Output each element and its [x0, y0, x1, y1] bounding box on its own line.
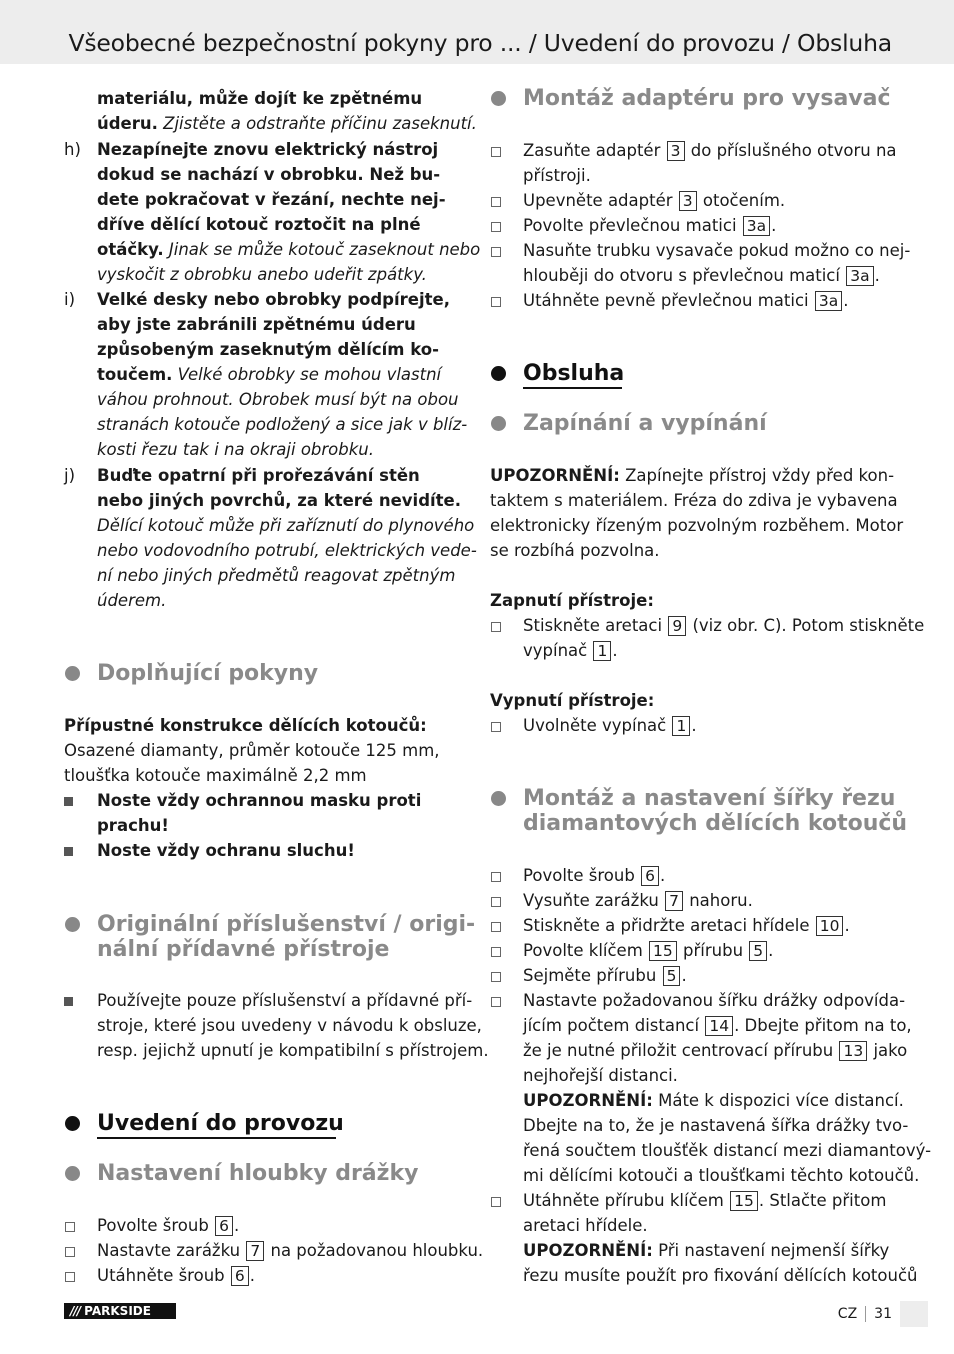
- heading-zapinani: Zapínání a vypínání: [523, 411, 767, 436]
- montaz-step-7: [523, 1188, 886, 1213]
- adapter-step-2-end: otočením.: [702, 191, 786, 210]
- section-bullet-icon: [65, 917, 80, 932]
- heading-obsluha: Obsluha: [523, 361, 625, 386]
- heading-original-line-2: nální přídavné přístroje: [97, 937, 390, 962]
- checkbox-bullet-icon: [491, 1197, 501, 1207]
- montaz-step-3: [523, 913, 850, 938]
- checkbox-bullet-icon: [491, 297, 501, 307]
- square-bullet-icon: [64, 997, 73, 1006]
- montaz-step-6-line-2: [523, 1013, 912, 1038]
- square-bullet-icon: [64, 797, 73, 806]
- ref-box: 10: [816, 916, 844, 936]
- section-bullet-icon: [491, 416, 506, 431]
- item-h-line-3: dete pokračovat v řezání, nechte nej-: [97, 190, 446, 209]
- doplnujici-bullet-2: Noste vždy ochranu sluchu!: [97, 841, 355, 860]
- parkside-logo: [64, 1303, 176, 1319]
- doplnujici-bullet-1-line-1: Noste vždy ochrannou masku proti: [97, 791, 422, 810]
- page-header: [0, 0, 954, 64]
- section-bullet-icon: [65, 1116, 80, 1131]
- montaz-step-4-end: .: [768, 941, 774, 960]
- montaz-step-4: [523, 938, 773, 963]
- adapter-step-5-end: .: [843, 291, 849, 310]
- heading-original-line-1: Originální příslušenství / origi-: [97, 912, 476, 937]
- item-i-line-3: způsobeným zaseknutým dělícím ko-: [97, 340, 439, 359]
- zapinani-warning-line-1: [490, 463, 894, 488]
- ref-box: 1: [672, 716, 690, 736]
- checkbox-bullet-icon: [491, 622, 501, 632]
- montaz-step-1-text: Povolte šroub: [523, 866, 635, 885]
- intro-line-2-italic: Zjistěte a odstraňte příčinu zaseknutí.: [163, 114, 477, 133]
- section-bullet-icon: [65, 1166, 80, 1181]
- item-i-line-5: váhou prohnout. Obrobek musí být na obou: [97, 390, 459, 409]
- montaz-step-4-text: Povolte klíčem: [523, 941, 643, 960]
- montaz-note-1-text: Máte k dispozici více distancí.: [658, 1091, 904, 1110]
- adapter-step-3-end: .: [771, 216, 777, 235]
- hloubka-step-3-text: Utáhněte šroub: [97, 1266, 225, 1285]
- item-i-label: i): [64, 290, 76, 309]
- montaz-note-2-text: Při nastavení nejmenší šířky: [658, 1241, 890, 1260]
- checkbox-bullet-icon: [491, 922, 501, 932]
- ref-box: 7: [246, 1241, 264, 1261]
- montaz-step-6-line-4: nejhořejší distanci.: [523, 1066, 678, 1085]
- vypnuti-step-text: Uvolněte vypínač: [523, 716, 667, 735]
- adapter-step-1-end: do příslušného otvoru na: [690, 141, 897, 160]
- vypnuti-step-end: .: [691, 716, 697, 735]
- hloubka-step-1: [97, 1213, 239, 1238]
- ref-box: 5: [749, 941, 767, 961]
- ref-box: 6: [231, 1266, 249, 1286]
- logo-slashes-icon: ///: [70, 1304, 81, 1318]
- montaz-note-1-line-4: mi dělícími kotouči a tloušťkami těchto kotoučů.: [523, 1166, 920, 1185]
- montaz-step-6-middle: . Dbejte přitom na to,: [734, 1016, 912, 1035]
- ref-box: 15: [730, 1191, 758, 1211]
- intro-line-2: [97, 111, 477, 136]
- item-j-line-6: úderem.: [97, 591, 167, 610]
- logo-text: PARKSIDE: [84, 1304, 151, 1318]
- checkbox-bullet-icon: [65, 1247, 75, 1257]
- item-i-line-6: stranách kotouče podložený a sice jak v blíz-: [97, 415, 468, 434]
- original-line-3: resp. jejichž upnutí je kompatibilní s přístrojem.: [97, 1041, 489, 1060]
- adapter-step-4-line-2: [523, 263, 880, 288]
- item-h-line-5-bold: otáčky.: [97, 240, 164, 259]
- ref-box: 6: [215, 1216, 233, 1236]
- hloubka-step-2-text: Nastavte zarážku: [97, 1241, 241, 1260]
- montaz-step-2-end: nahoru.: [689, 891, 753, 910]
- ref-box: 13: [839, 1041, 867, 1061]
- montaz-step-7-text: Utáhněte přírubu klíčem: [523, 1191, 724, 1210]
- zapnuti-title: Zapnutí přístroje:: [490, 591, 654, 610]
- warning-label: UPOZORNĚNÍ:: [523, 1091, 653, 1110]
- checkbox-bullet-icon: [491, 722, 501, 732]
- item-j-line-4: nebo vodovodního potrubí, elektrických vede-: [97, 541, 477, 560]
- ref-box: 3: [667, 141, 685, 161]
- hloubka-step-3-end: .: [249, 1266, 256, 1285]
- heading-uvedeni: Uvedení do provozu: [97, 1111, 344, 1136]
- adapter-step-1-text: Zasuňte adaptér: [523, 141, 661, 160]
- item-i-line-1: Velké desky nebo obrobky podpírejte,: [97, 290, 450, 309]
- montaz-note-1-line-3: řená součtem tloušťěk distancí mezi diamantový-: [523, 1141, 932, 1160]
- montaz-step-6-text: jícím počtem distancí: [523, 1016, 700, 1035]
- zapinani-warning-line-3: elektronicky řízeným pozvolným rozběhem. Motor: [490, 516, 904, 535]
- zapnuti-step-middle: (viz obr. C). Potom stiskněte: [692, 616, 925, 635]
- item-h-line-6: vyskočit z obrobku anebo udeřit zpátky.: [97, 265, 427, 284]
- montaz-step-1-end: .: [659, 866, 666, 885]
- montaz-note-1-line-1: [523, 1088, 904, 1113]
- montaz-step-2: [523, 888, 753, 913]
- adapter-step-4-text: hlouběji do otvoru s převlečnou maticí: [523, 266, 840, 285]
- montaz-step-4-middle: přírubu: [683, 941, 744, 960]
- montaz-step-6-text-2: že je nutné přiložit centrovací přírubu: [523, 1041, 834, 1060]
- hloubka-step-2: [97, 1238, 483, 1263]
- checkbox-bullet-icon: [491, 897, 501, 907]
- warning-label: UPOZORNĚNÍ:: [523, 1241, 653, 1260]
- montaz-step-7-end: . Stlačte přitom: [758, 1191, 887, 1210]
- zapinani-warning-text: Zapínejte přístroj vždy před kon-: [625, 466, 895, 485]
- montaz-note-1-line-2: Dbejte na to, že je nastavená šířka drážky tvo-: [523, 1116, 909, 1135]
- section-bullet-icon: [65, 666, 80, 681]
- item-h-line-2: dokud se nachází v obrobku. Než bu-: [97, 165, 441, 184]
- checkbox-bullet-icon: [491, 222, 501, 232]
- item-j-line-1: Buďte opatrní při prořezávání stěn: [97, 466, 420, 485]
- montaz-step-6-end: jako: [873, 1041, 908, 1060]
- item-j-line-3: Dělící kotouč může při zaříznutí do plynového: [97, 516, 475, 535]
- heading-montaz-line-1: Montáž a nastavení šířky řezu: [523, 786, 896, 811]
- warning-label: UPOZORNĚNÍ:: [490, 466, 620, 485]
- ref-box: 3: [679, 191, 697, 211]
- section-bullet-icon: [491, 91, 506, 106]
- zapnuti-step-end: .: [612, 641, 618, 660]
- checkbox-bullet-icon: [65, 1222, 75, 1232]
- montaz-step-2-text: Vysuňte zarážku: [523, 891, 659, 910]
- item-h-line-1: Nezapínejte znovu elektrický nástroj: [97, 140, 439, 159]
- montaz-step-5: [523, 963, 687, 988]
- adapter-step-4-line-1: Nasuňte trubku vysavače pokud možno co nej-: [523, 241, 911, 260]
- adapter-step-3: [523, 213, 776, 238]
- footer-divider: [865, 1306, 866, 1322]
- zapnuti-step-line-1: [523, 613, 924, 638]
- heading-montaz-line-2: diamantových dělících kotoučů: [523, 811, 908, 836]
- heading-underline: [523, 387, 622, 389]
- checkbox-bullet-icon: [65, 1272, 75, 1282]
- zapinani-warning-line-4: se rozbíhá pozvolna.: [490, 541, 660, 560]
- footer-language: CZ: [837, 1306, 858, 1322]
- ref-box: 1: [593, 641, 611, 661]
- ref-box: 5: [663, 966, 681, 986]
- heading-underline: [97, 1137, 336, 1139]
- ref-box: 9: [668, 616, 686, 636]
- ref-box: 3a: [815, 291, 842, 311]
- footer-tab: [900, 1301, 928, 1327]
- checkbox-bullet-icon: [491, 197, 501, 207]
- doplnujici-line-1: Osazené diamanty, průměr kotouče 125 mm,: [64, 741, 440, 760]
- item-h-label: h): [64, 140, 81, 159]
- montaz-note-2-line-1: [523, 1238, 889, 1263]
- adapter-step-1: [523, 138, 897, 163]
- item-h-line-5-italic: Jinak se může kotouč zaseknout nebo: [168, 240, 481, 259]
- item-j-line-5: ní nebo jiných předmětů reagovat zpětným: [97, 566, 456, 585]
- zapnuti-step-switch: vypínač: [523, 641, 588, 660]
- checkbox-bullet-icon: [491, 947, 501, 957]
- ref-box: 3a: [846, 266, 873, 286]
- ref-box: 15: [649, 941, 677, 961]
- item-h-line-5: [97, 237, 480, 262]
- ref-box: 7: [665, 891, 683, 911]
- adapter-step-4-end: .: [874, 266, 880, 285]
- checkbox-bullet-icon: [491, 247, 501, 257]
- doplnujici-subtitle: Přípustné konstrukce dělících kotoučů:: [64, 716, 427, 735]
- ref-box: 3a: [743, 216, 770, 236]
- heading-adapter: Montáž adaptéru pro vysavač: [523, 86, 891, 111]
- hloubka-step-1-end: .: [233, 1216, 240, 1235]
- zapnuti-step-text: Stiskněte aretaci: [523, 616, 663, 635]
- adapter-step-5: [523, 288, 848, 313]
- adapter-step-2: [523, 188, 785, 213]
- montaz-step-6-line-1: Nastavte požadovanou šířku drážky odpovída-: [523, 991, 906, 1010]
- section-bullet-icon: [491, 366, 506, 381]
- montaz-step-1: [523, 863, 665, 888]
- doplnujici-line-2: tloušťka kotouče maximálně 2,2 mm: [64, 766, 367, 785]
- montaz-step-3-end: .: [844, 916, 850, 935]
- checkbox-bullet-icon: [491, 872, 501, 882]
- checkbox-bullet-icon: [491, 972, 501, 982]
- doplnujici-bullet-1-line-2: prachu!: [97, 816, 169, 835]
- item-h-line-4: dříve dělící kotouč roztočit na plné: [97, 215, 421, 234]
- adapter-step-1-line-2: přístroji.: [523, 166, 591, 185]
- square-bullet-icon: [64, 847, 73, 856]
- intro-line-1: materiálu, může dojít ke zpětnému: [97, 89, 423, 108]
- hloubka-step-2-end: na požadovanou hloubku.: [270, 1241, 484, 1260]
- item-i-line-4: [97, 362, 441, 387]
- item-j-line-2: nebo jiných povrchů, za které nevidíte.: [97, 491, 462, 510]
- heading-doplnujici: Doplňující pokyny: [97, 661, 319, 686]
- heading-hloubka: Nastavení hloubky drážky: [97, 1161, 419, 1186]
- checkbox-bullet-icon: [491, 147, 501, 157]
- adapter-step-2-text: Upevněte adaptér: [523, 191, 673, 210]
- item-i-line-7: kosti řezu tak i na okraji obrobku.: [97, 440, 375, 459]
- vypnuti-step: [523, 713, 697, 738]
- montaz-step-3-text: Stiskněte a přidržte aretaci hřídele: [523, 916, 810, 935]
- item-i-line-4-bold: toučem.: [97, 365, 173, 384]
- hloubka-step-3: [97, 1263, 255, 1288]
- adapter-step-3-text: Povolte převlečnou matici: [523, 216, 737, 235]
- page-footer-info: [838, 1303, 892, 1325]
- montaz-step-7-line-2: aretaci hřídele.: [523, 1216, 648, 1235]
- hloubka-step-1-text: Povolte šroub: [97, 1216, 209, 1235]
- original-line-1: Používejte pouze příslušenství a přídavné pří-: [97, 991, 473, 1010]
- ref-box: 14: [705, 1016, 733, 1036]
- item-i-line-2: aby jste zabránili zpětnému úderu: [97, 315, 416, 334]
- montaz-step-5-end: .: [681, 966, 687, 985]
- zapinani-warning-line-2: taktem s materiálem. Fréza do zdiva je vybavena: [490, 491, 898, 510]
- adapter-step-5-text: Utáhněte pevně převlečnou matici: [523, 291, 809, 310]
- original-line-2: stroje, které jsou uvedeny v návodu k obsluze,: [97, 1016, 482, 1035]
- checkbox-bullet-icon: [491, 997, 501, 1007]
- montaz-step-6-line-3: [523, 1038, 907, 1063]
- page-number: 31: [874, 1306, 892, 1322]
- section-bullet-icon: [491, 791, 506, 806]
- montaz-step-5-text: Sejměte přírubu: [523, 966, 657, 985]
- zapnuti-step-line-2: [523, 638, 618, 663]
- header-title: Všeobecné bezpečnostní pokyny pro ... / Uvedení do provozu / Obsluha: [68, 29, 892, 57]
- vypnuti-title: Vypnutí přístroje:: [490, 691, 655, 710]
- item-i-line-4-italic: Velké obrobky se mohou vlastní: [177, 365, 442, 384]
- item-j-label: j): [64, 466, 76, 485]
- montaz-note-2-line-2: řezu musíte použít pro fixování dělících kotoučů: [523, 1266, 918, 1285]
- intro-line-2-bold: úderu.: [97, 114, 158, 133]
- ref-box: 6: [641, 866, 659, 886]
